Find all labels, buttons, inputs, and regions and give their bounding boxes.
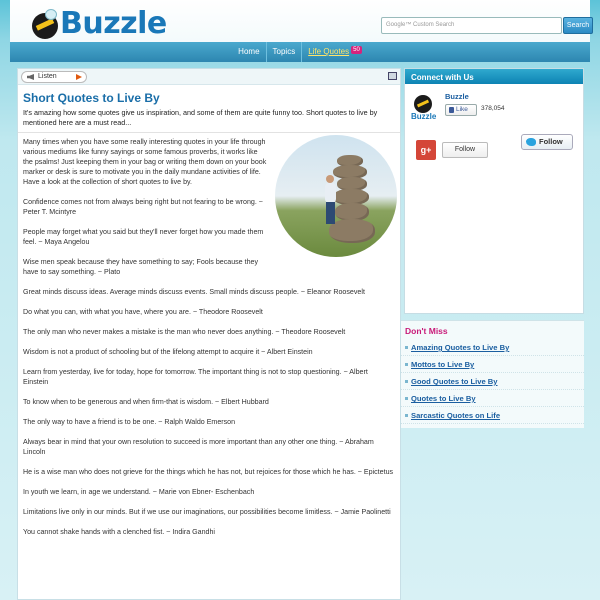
listen-label: Listen (38, 73, 57, 80)
person-figure (325, 183, 336, 203)
nav-badge: 50 (353, 47, 360, 53)
logo-text: Buzzle (60, 6, 167, 41)
quote-item: Confidence comes not from always being right but not fearing to be wrong. ~ Peter T. Mcintyre (23, 198, 263, 216)
article-panel (17, 68, 401, 600)
rock-stack-shape (329, 219, 375, 243)
like-label: Like (456, 106, 468, 113)
bee-logo-icon (32, 13, 58, 39)
page-title: Short Quotes to Live By (23, 91, 160, 105)
quote-item: Learn from yesterday, live for today, hope for tomorrow. The important thing is not to stop questioning. ~ Albert Einstein (23, 368, 368, 386)
quote-item: Wisdom is not a product of schooling but of the lifelong attempt to acquire it ~ Albert Einstein (23, 348, 313, 356)
google-plus-follow-button[interactable]: Follow (442, 142, 488, 158)
google-plus-icon[interactable]: g+ (416, 140, 436, 160)
main-nav (10, 42, 590, 62)
quote-item: Limitations live only in our minds. But if we use our imaginations, our possibilities become limitless. ~ Jamie Paolinetti (23, 508, 391, 516)
article-toolbar (18, 69, 400, 85)
quote-item: Wise men speak because they have something to say; Fools because they have to say something. ~ Plato (23, 258, 259, 276)
quote-item: Always bear in mind that your own resolution to succeed is more important than any other one thing. ~ Abraham Lincoln (23, 438, 374, 456)
nav-topics[interactable]: Topics (266, 42, 302, 62)
print-icon[interactable] (388, 72, 397, 80)
twitter-bird-icon (526, 138, 536, 146)
thumbs-up-icon (449, 107, 454, 113)
facebook-page-name[interactable]: Buzzle (445, 92, 469, 101)
connect-panel (404, 68, 584, 314)
quote-item: The only man who never makes a mistake is the man who never does anything. ~ Theodore Roosevelt (23, 328, 346, 336)
person-figure (326, 175, 334, 183)
site-logo[interactable] (32, 6, 167, 41)
google-label: Google™ (386, 22, 412, 28)
speaker-icon (27, 74, 34, 80)
person-figure (326, 202, 335, 224)
quote-item: Great minds discuss ideas. Average minds discuss events. Small minds discuss people. ~ Eleanor Roosevelt (23, 288, 365, 296)
dont-miss-link[interactable]: Good Quotes to Live By (401, 373, 584, 390)
article-paragraph: Many times when you have some really interesting quotes in your life through various mediums like funny sayings or some famous proverbs, it works like the psalms! Just keeping them in your bag or writing them down on your book marker or desk is sure to motivate you in the daily mundane activities of life. Have a look at the collection of short quotes to live by. (23, 138, 267, 186)
nav-life-quotes[interactable] (301, 42, 368, 62)
quote-item: He is a wise man who does not grieve for the things which he has not, but rejoices for those which he has. ~ Epictetus (23, 468, 394, 476)
nav-home[interactable]: Home (238, 47, 260, 56)
search-button[interactable]: Search (563, 17, 593, 34)
bee-logo-icon (414, 95, 432, 113)
search-placeholder: Custom Search (413, 22, 455, 28)
play-icon (76, 74, 82, 80)
twitter-follow-label: Follow (539, 137, 563, 146)
dont-miss-heading: Don't Miss (405, 326, 448, 336)
like-count: 378,054 (481, 105, 505, 112)
facebook-card (411, 92, 531, 122)
facebook-like-button[interactable] (445, 104, 477, 116)
quote-item: People may forget what you said but they'll never forget how you made them feel. ~ Maya Angelou (23, 228, 264, 246)
article-body (18, 133, 400, 537)
article-intro: It's amazing how some quotes give us inspiration, and some of them are quite funny too. Short quotes to live by mentioned here are a must read... (23, 108, 378, 127)
dont-miss-link[interactable]: Sarcastic Quotes on Life (401, 407, 584, 424)
quote-item: Do what you can, with what you have, where you are. ~ Theodore Roosevelt (23, 308, 263, 316)
nav-life-quotes-label: Life Quotes (308, 47, 350, 56)
mini-logo-text: Buzzle (411, 112, 437, 121)
dont-miss-link[interactable]: Quotes to Live By (401, 390, 584, 407)
connect-heading: Connect with Us (405, 69, 583, 84)
twitter-follow-button[interactable] (521, 134, 573, 150)
hero-image (275, 135, 397, 257)
quote-item: The only way to have a friend is to be one. ~ Ralph Waldo Emerson (23, 418, 236, 426)
dont-miss-link[interactable]: Amazing Quotes to Live By (401, 339, 584, 356)
listen-button[interactable] (21, 71, 87, 83)
quote-item: You cannot shake hands with a clenched fist. ~ Indira Gandhi (23, 528, 215, 536)
search-input[interactable] (381, 17, 562, 34)
dont-miss-panel (401, 320, 584, 428)
dont-miss-link[interactable]: Mottos to Live By (401, 356, 584, 373)
quote-item: In youth we learn, in age we understand. ~ Marie von Ebner- Eschenbach (23, 488, 255, 496)
connect-body (405, 84, 583, 314)
quote-item: To know when to be generous and when firm-that is wisdom. ~ Elbert Hubbard (23, 398, 269, 406)
